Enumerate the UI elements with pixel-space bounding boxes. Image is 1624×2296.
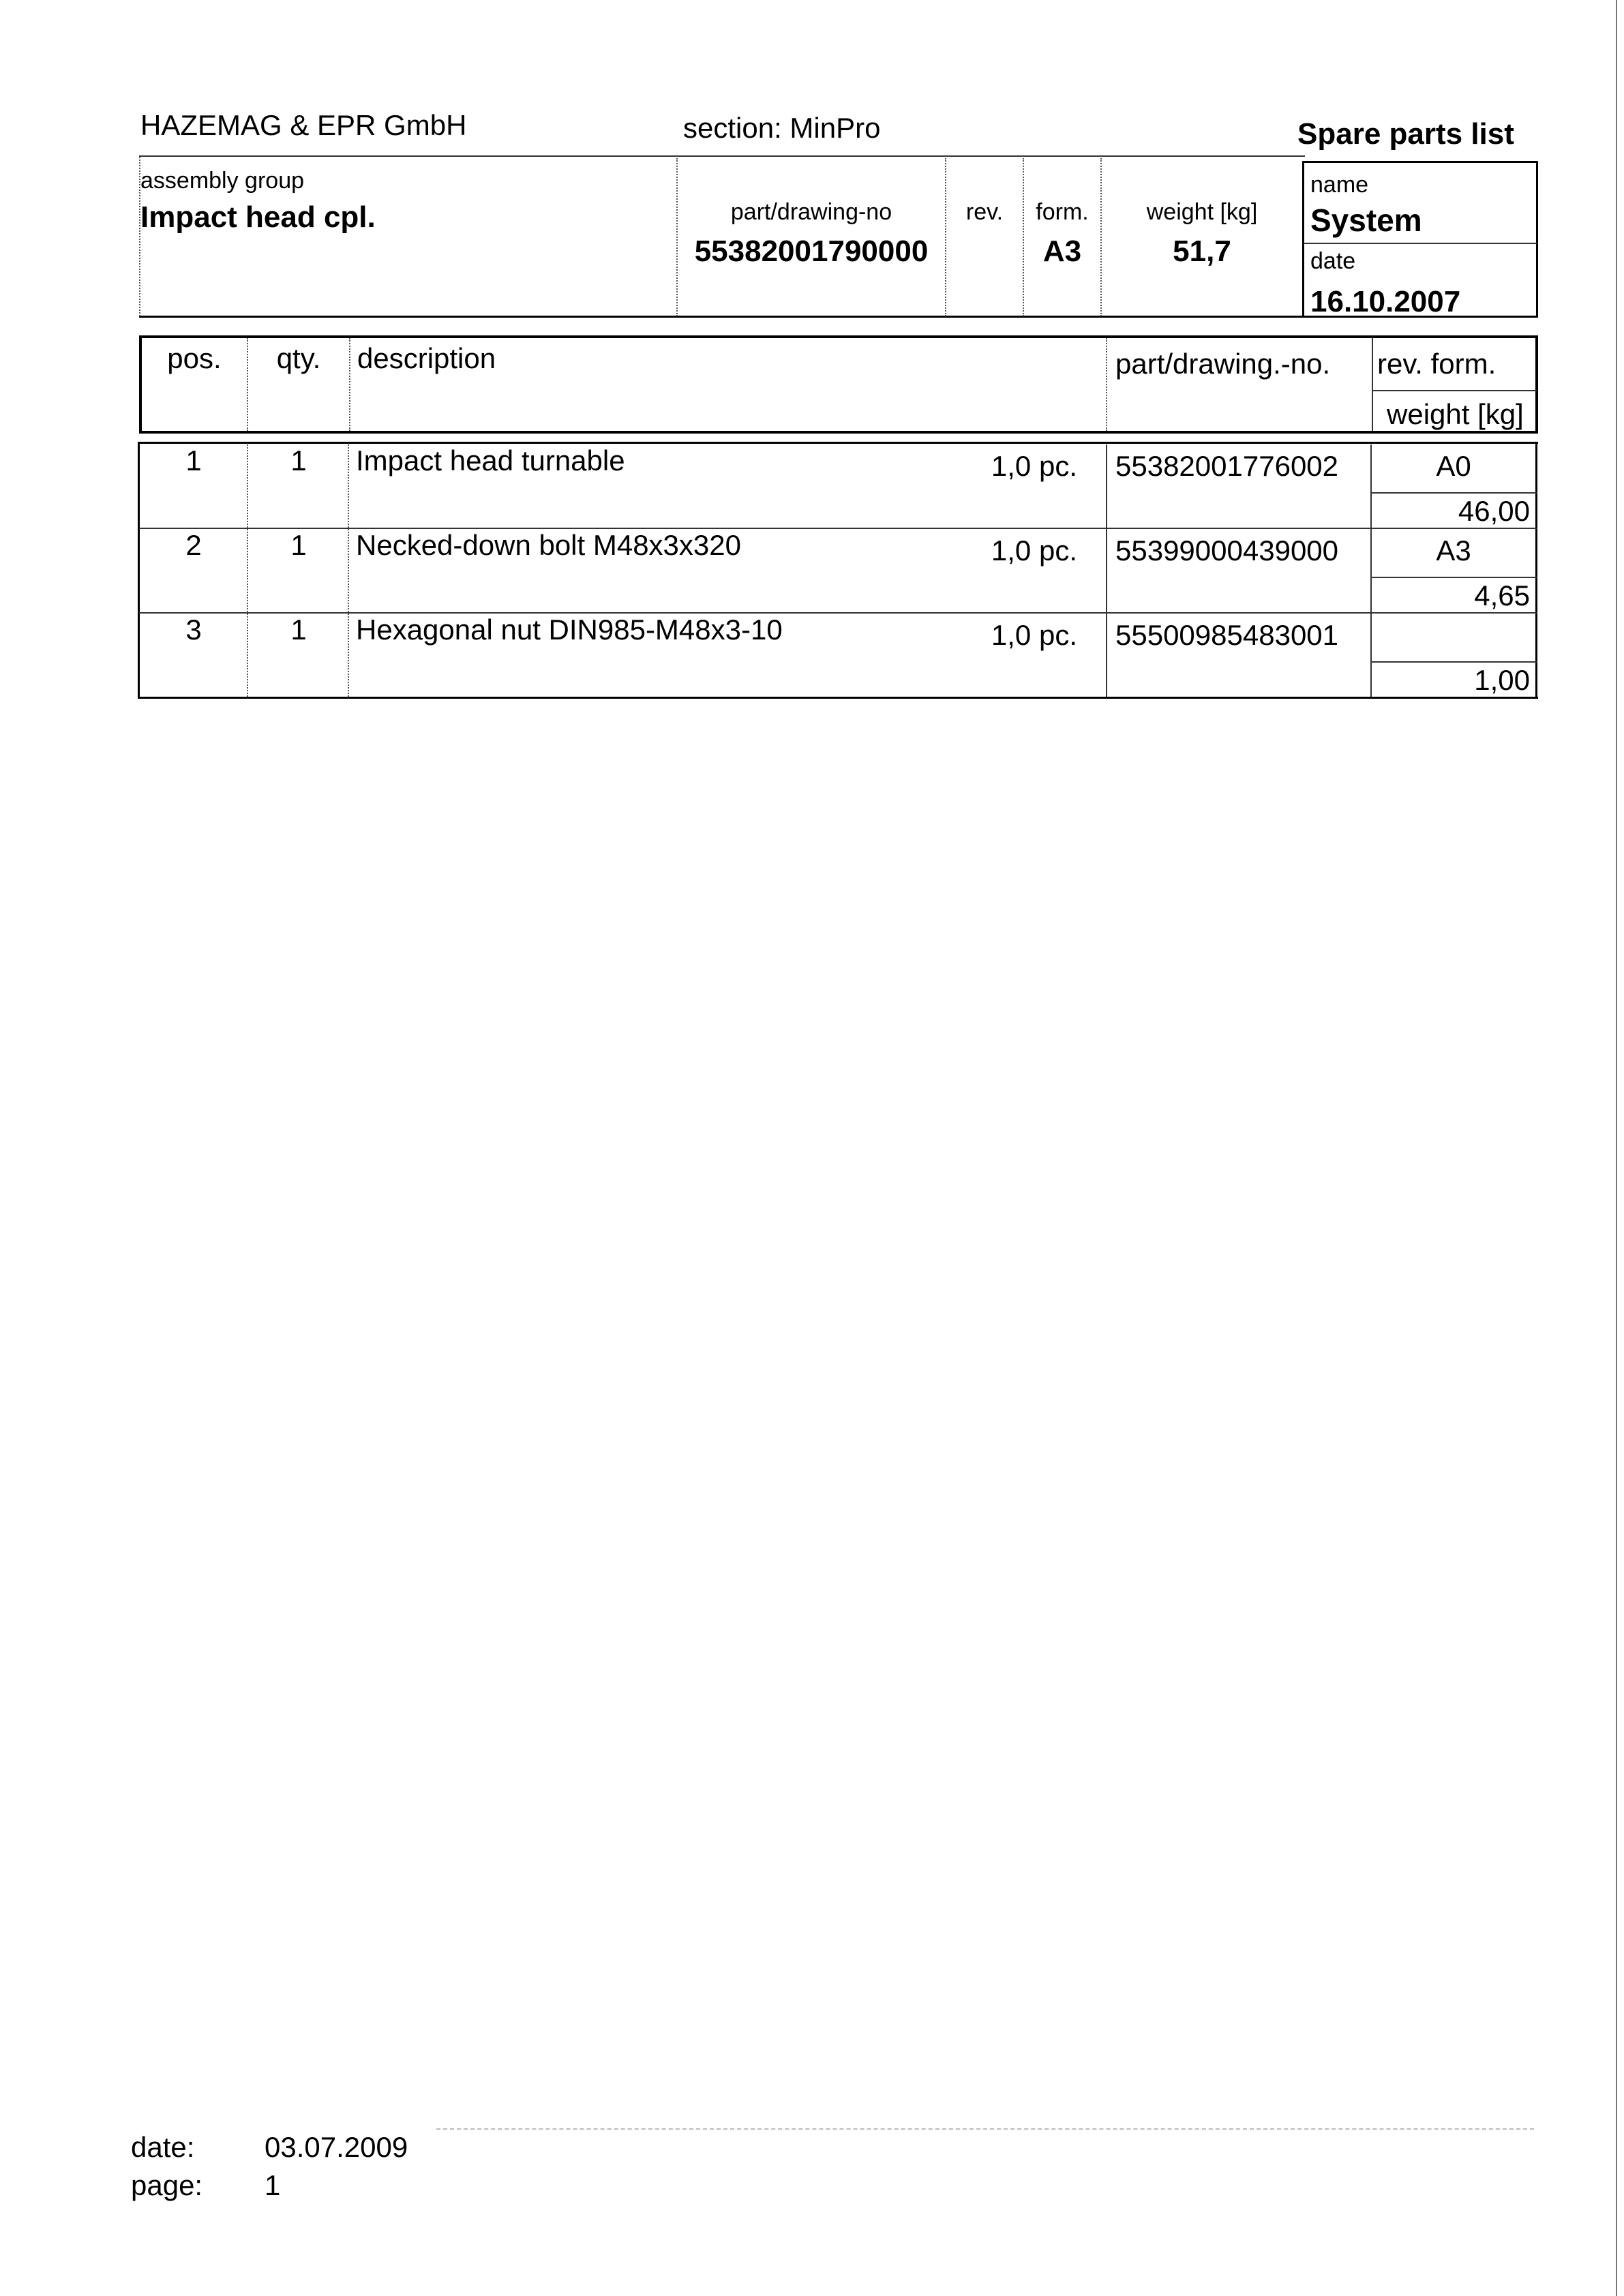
header-description: description <box>357 342 496 374</box>
row-part-drawing-no: 55399000439000 <box>1115 534 1339 567</box>
row-qty: 1 <box>290 444 307 477</box>
name-value: System <box>1310 202 1422 238</box>
rev-label: rev. <box>965 199 1004 225</box>
row-pos: 3 <box>185 614 202 646</box>
header-qty: qty. <box>276 342 321 374</box>
assembly-group-value: Impact head cpl. <box>140 200 376 234</box>
row-weight: 46,00 <box>1458 495 1530 527</box>
footer-page-label: page: <box>131 2169 203 2201</box>
header-part-drawing-no: part/drawing.-no. <box>1115 348 1331 380</box>
footer-date-value: 03.07.2009 <box>265 2131 408 2163</box>
date-value: 16.10.2007 <box>1310 285 1461 318</box>
weight-value: 51,7 <box>1173 235 1231 268</box>
row-description: Impact head turnable <box>356 444 625 477</box>
row-form: A0 <box>1436 450 1471 482</box>
weight-label: weight [kg] <box>1146 199 1258 225</box>
row-description: Necked-down bolt M48x3x320 <box>356 529 741 561</box>
form-value: A3 <box>1042 235 1082 268</box>
document-title: Spare parts list <box>1297 117 1514 151</box>
footer-page-value: 1 <box>265 2169 281 2201</box>
row-unit: 1,0 pc. <box>991 534 1077 567</box>
row-part-drawing-no: 55500985483001 <box>1115 619 1339 651</box>
header-weight: weight [kg] <box>1387 398 1524 430</box>
row-form: A3 <box>1436 534 1471 567</box>
part-drawing-no-label: part/drawing-no <box>730 199 892 225</box>
assembly-group-label: assembly group <box>140 168 305 194</box>
row-pos: 1 <box>185 444 202 477</box>
header-rev-form: rev. form. <box>1377 348 1497 380</box>
row-description: Hexagonal nut DIN985-M48x3-10 <box>356 614 783 646</box>
scan-page-edge <box>1616 0 1617 2296</box>
company-name: HAZEMAG & EPR GmbH <box>140 109 467 141</box>
footer-rule <box>436 2128 1534 2130</box>
row-unit: 1,0 pc. <box>991 619 1077 651</box>
name-label: name <box>1310 172 1369 198</box>
header-pos: pos. <box>167 342 222 374</box>
section-label: section: MinPro <box>683 112 881 144</box>
row-qty: 1 <box>290 529 307 561</box>
row-weight: 4,65 <box>1474 579 1530 611</box>
part-drawing-no-value: 55382001790000 <box>694 235 929 268</box>
row-pos: 2 <box>185 529 202 561</box>
form-label: form. <box>1036 199 1089 225</box>
footer-date-label: date: <box>131 2131 195 2163</box>
row-part-drawing-no: 55382001776002 <box>1115 450 1339 482</box>
row-unit: 1,0 pc. <box>991 450 1077 482</box>
row-qty: 1 <box>290 614 307 646</box>
row-weight: 1,00 <box>1474 664 1530 696</box>
date-label: date <box>1310 248 1356 274</box>
